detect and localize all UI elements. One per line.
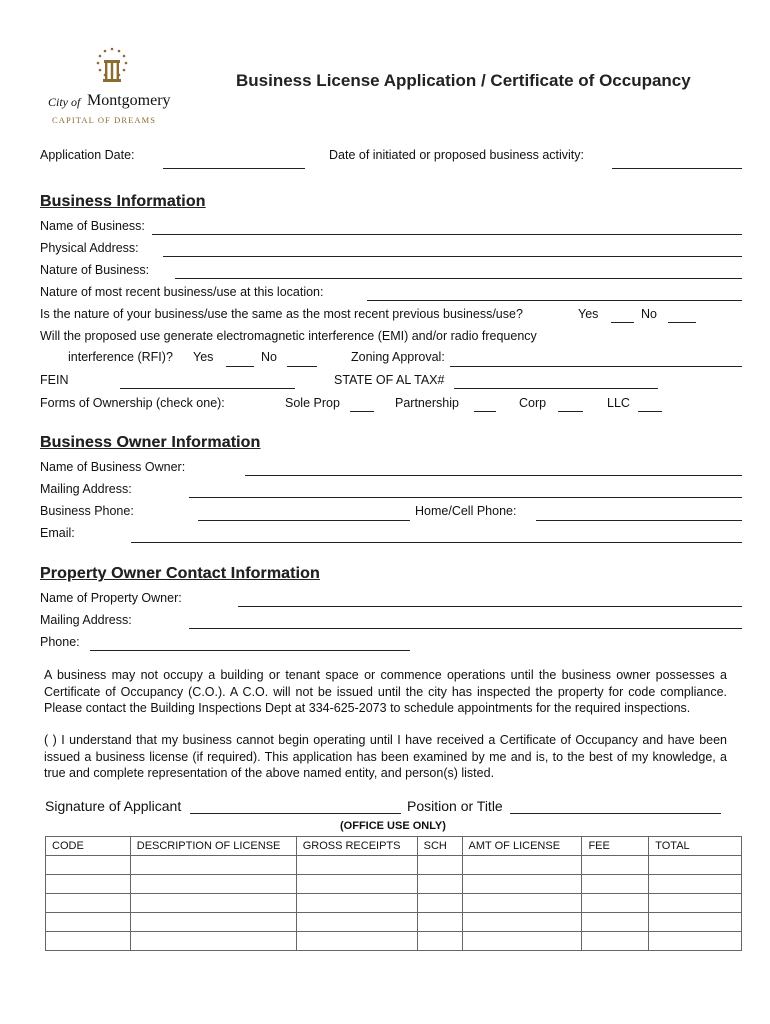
- logo-city-name: Montgomery: [87, 92, 171, 109]
- table-cell[interactable]: [582, 875, 649, 894]
- property-owner-name-field[interactable]: [238, 606, 742, 607]
- partnership-blank[interactable]: [474, 411, 496, 412]
- table-header-row: [46, 837, 742, 856]
- owner-name-field[interactable]: [245, 475, 742, 476]
- llc-label: LLC: [607, 396, 630, 410]
- office-use-heading: (OFFICE USE ONLY): [340, 820, 446, 832]
- column-header: FEE: [582, 837, 649, 856]
- position-label: Position or Title: [407, 798, 503, 814]
- capitol-dome-icon: [90, 46, 134, 90]
- recent-use-label: Nature of most recent business/use at this location:: [40, 285, 324, 299]
- owner-mailing-field[interactable]: [189, 497, 742, 498]
- table-cell[interactable]: [649, 894, 742, 913]
- table-cell[interactable]: [46, 932, 131, 951]
- table-cell[interactable]: [649, 913, 742, 932]
- rfi-no-label: No: [261, 350, 277, 364]
- table-cell[interactable]: [417, 856, 462, 875]
- property-owner-heading: Property Owner Contact Information: [40, 565, 320, 582]
- table-cell[interactable]: [130, 932, 296, 951]
- home-phone-field[interactable]: [536, 520, 742, 521]
- business-phone-label: Business Phone:: [40, 504, 134, 518]
- table-cell[interactable]: [649, 875, 742, 894]
- application-date-label: Application Date:: [40, 148, 135, 162]
- table-cell[interactable]: [582, 932, 649, 951]
- table-cell[interactable]: [46, 913, 131, 932]
- same-use-question: Is the nature of your business/use the same as the most recent previous business/use?: [40, 307, 523, 321]
- column-header: AMT OF LICENSE: [462, 837, 582, 856]
- table-cell[interactable]: [417, 875, 462, 894]
- table-cell[interactable]: [582, 894, 649, 913]
- table-row: [46, 913, 742, 932]
- table-cell[interactable]: [130, 856, 296, 875]
- logo-tagline: CAPITAL OF DREAMS: [52, 115, 157, 125]
- recent-use-field[interactable]: [367, 300, 742, 301]
- table-cell[interactable]: [296, 856, 417, 875]
- column-header: GROSS RECEIPTS: [296, 837, 417, 856]
- physical-address-field[interactable]: [163, 256, 742, 257]
- table-cell[interactable]: [130, 913, 296, 932]
- partnership-label: Partnership: [395, 396, 459, 410]
- activity-date-label: Date of initiated or proposed business activity:: [329, 148, 584, 162]
- table-cell[interactable]: [296, 913, 417, 932]
- rfi-question: interference (RFI)?: [68, 350, 173, 364]
- business-owner-heading: Business Owner Information: [40, 434, 261, 451]
- email-field[interactable]: [131, 542, 742, 543]
- email-label: Email:: [40, 526, 75, 540]
- property-owner-name-label: Name of Property Owner:: [40, 591, 182, 605]
- fein-field[interactable]: [120, 388, 295, 389]
- table-cell[interactable]: [130, 894, 296, 913]
- table-cell[interactable]: [582, 856, 649, 875]
- business-name-label: Name of Business:: [40, 219, 145, 233]
- table-cell[interactable]: [649, 932, 742, 951]
- table-cell[interactable]: [462, 913, 582, 932]
- column-header: DESCRIPTION OF LICENSE: [130, 837, 296, 856]
- city-logo: [46, 46, 186, 130]
- signature-field[interactable]: [190, 813, 401, 814]
- application-date-field[interactable]: [163, 168, 305, 169]
- table-cell[interactable]: [462, 894, 582, 913]
- sole-prop-blank[interactable]: [350, 411, 374, 412]
- table-cell[interactable]: [462, 932, 582, 951]
- table-cell[interactable]: [46, 894, 131, 913]
- acknowledgement-paragraph: ( ) I understand that my business cannot begin operating until I have received a Certificate of Occupancy and have been issued a business license (if required). This application has been examined by me and is, to the best of my knowledge, a true and complete representation of the above named entity, and person(s) listed.: [44, 733, 727, 780]
- table-cell[interactable]: [296, 894, 417, 913]
- table-cell[interactable]: [417, 894, 462, 913]
- table-cell[interactable]: [296, 932, 417, 951]
- corp-blank[interactable]: [558, 411, 583, 412]
- table-cell[interactable]: [417, 913, 462, 932]
- corp-label: Corp: [519, 396, 547, 410]
- table-cell[interactable]: [46, 875, 131, 894]
- logo-city-of: City of: [48, 95, 81, 109]
- table-cell[interactable]: [462, 856, 582, 875]
- column-header: TOTAL: [649, 837, 742, 856]
- table-cell[interactable]: [582, 913, 649, 932]
- table-cell[interactable]: [649, 856, 742, 875]
- property-mailing-label: Mailing Address:: [40, 613, 132, 627]
- activity-date-field[interactable]: [612, 168, 742, 169]
- business-phone-field[interactable]: [198, 520, 410, 521]
- signature-label: Signature of Applicant: [45, 798, 182, 814]
- co-notice-paragraph: A business may not occupy a building or tenant space or commence operations until the business owner possesses a Certificate of Occupancy (C.O.). A C.O. will not be issued until the city has inspected the property for code compliance. Please contact the Building Inspections Dept at 334-625-2073 to schedule appointments for the required inspections.: [44, 668, 727, 715]
- column-header: SCH: [417, 837, 462, 856]
- zoning-approval-field[interactable]: [450, 366, 742, 367]
- table-cell[interactable]: [130, 875, 296, 894]
- property-phone-label: Phone:: [40, 635, 80, 649]
- owner-mailing-label: Mailing Address:: [40, 482, 132, 496]
- table-row: [46, 875, 742, 894]
- property-phone-field[interactable]: [90, 650, 410, 651]
- llc-blank[interactable]: [638, 411, 662, 412]
- state-tax-field[interactable]: [454, 388, 658, 389]
- page-title: Business License Application / Certificate of Occupancy: [236, 71, 691, 90]
- home-phone-label: Home/Cell Phone:: [415, 504, 517, 518]
- rfi-no-blank[interactable]: [287, 366, 317, 367]
- same-use-no-blank[interactable]: [668, 322, 696, 323]
- sole-prop-label: Sole Prop: [285, 396, 340, 410]
- business-name-field[interactable]: [152, 234, 742, 235]
- ownership-label: Forms of Ownership (check one):: [40, 396, 225, 410]
- same-use-no-label: No: [641, 307, 657, 321]
- nature-of-business-label: Nature of Business:: [40, 263, 150, 277]
- state-tax-label: STATE OF AL TAX#: [334, 373, 445, 387]
- property-mailing-field[interactable]: [189, 628, 742, 629]
- nature-of-business-field[interactable]: [175, 278, 742, 279]
- table-row: [46, 894, 742, 913]
- same-use-yes-label: Yes: [578, 307, 599, 321]
- table-row: [46, 856, 742, 875]
- office-use-table: [45, 836, 742, 951]
- position-field[interactable]: [510, 813, 721, 814]
- business-info-heading: Business Information: [40, 193, 206, 210]
- same-use-yes-blank[interactable]: [611, 322, 634, 323]
- rfi-yes-label: Yes: [193, 350, 214, 364]
- rfi-yes-blank[interactable]: [226, 366, 254, 367]
- physical-address-label: Physical Address:: [40, 241, 139, 255]
- zoning-approval-label: Zoning Approval:: [351, 350, 445, 364]
- table-cell[interactable]: [296, 875, 417, 894]
- table-cell[interactable]: [417, 932, 462, 951]
- fein-label: FEIN: [40, 373, 69, 387]
- column-header: CODE: [46, 837, 131, 856]
- table-cell[interactable]: [462, 875, 582, 894]
- emi-question: Will the proposed use generate electromagnetic interference (EMI) and/or radio frequency: [40, 329, 537, 343]
- table-row: [46, 932, 742, 951]
- table-cell[interactable]: [46, 856, 131, 875]
- owner-name-label: Name of Business Owner:: [40, 460, 186, 474]
